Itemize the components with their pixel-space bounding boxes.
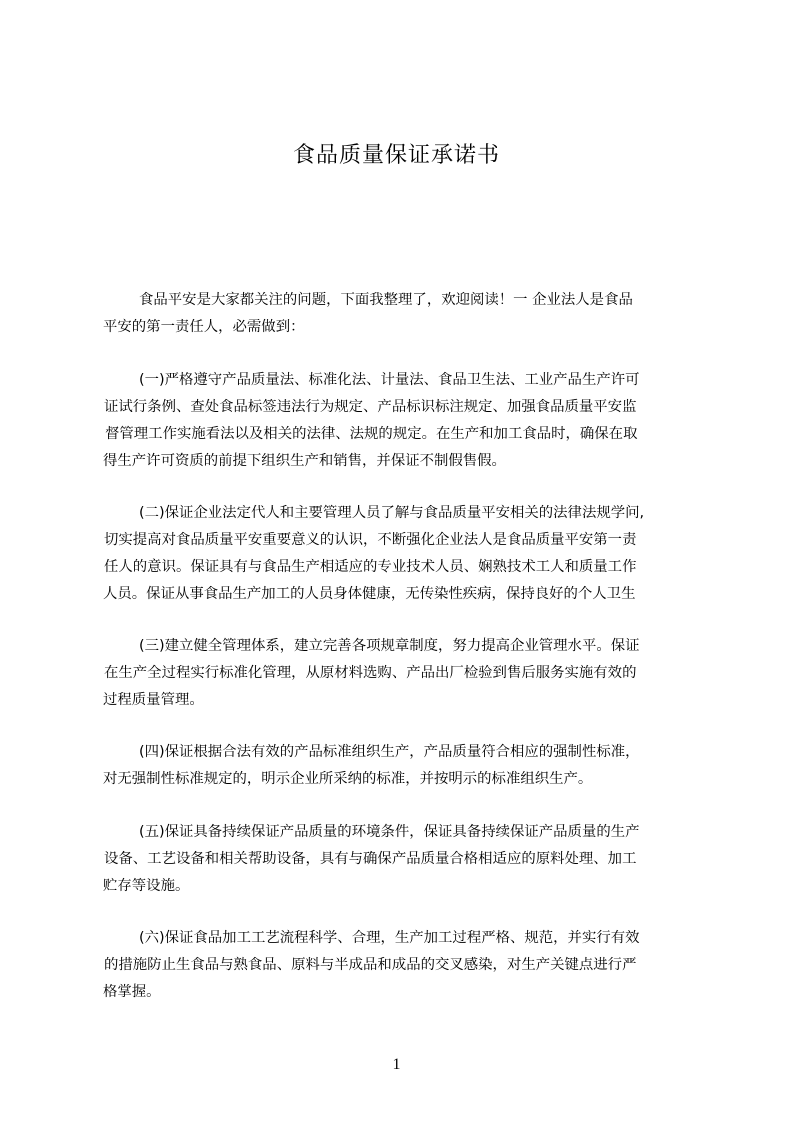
- text-line: (四)保证根据合法有效的产品标准组织生产，产品质量符合相应的强制性标准，: [139, 744, 640, 760]
- text-line: (三)建立健全管理体系，建立完善各项规章制度，努力提高企业管理水平。保证: [139, 638, 640, 654]
- text-line: (二)保证企业法定代人和主要管理人员了解与食品质量平安相关的法律法规学问,: [139, 505, 645, 521]
- section-paragraph-4: [103, 739, 701, 793]
- text-line: 贮存等设施。: [103, 878, 190, 894]
- text-line: 得生产许可资质的前提下组织生产和销售，并保证不制假售假。: [103, 453, 506, 469]
- text-line: 人员。保证从事食品生产加工的人员身体健康，无传染性疾病，保持良好的个人卫生: [103, 586, 636, 602]
- text-line: 切实提高对食品质量平安重要意义的认识，不断强化企业法人是食品质量平安第一责: [104, 532, 637, 548]
- section-paragraph-5: [103, 819, 701, 900]
- intro-paragraph: [103, 287, 701, 341]
- text-line: 设备、工艺设备和相关帮助设备，具有与确保产品质量合格相适应的原料处理、加工: [104, 851, 637, 867]
- section-paragraph-1: [103, 367, 701, 475]
- section-paragraph-6: [103, 925, 701, 1006]
- text-line: 任人的意识。保证具有与食品生产相适应的专业技术人员、娴熟技术工人和质量工作: [104, 559, 637, 575]
- text-line: (五)保证具备持续保证产品质量的环境条件，保证具备持续保证产品质量的生产: [139, 824, 640, 840]
- page-number: 1: [392, 1056, 401, 1073]
- text-line: 格掌握。: [103, 984, 161, 1000]
- text-line: 在生产全过程实行标准化管理，从原材料选购、产品出厂检验到售后服务实施有效的: [104, 665, 637, 681]
- text-line: 督管理工作实施看法以及相关的法律、法规的规定。在生产和加工食品时，确保在取: [105, 426, 638, 442]
- text-line: 食品平安是大家都关注的问题，下面我整理了，欢迎阅读！一 企业法人是食品: [139, 292, 633, 308]
- section-paragraph-2: [103, 500, 701, 608]
- text-line: 过程质量管理。: [103, 692, 204, 708]
- section-paragraph-3: [103, 633, 701, 714]
- text-line: 的措施防止生食品与熟食品、原料与半成品和成品的交叉感染，对生产关键点进行严: [104, 957, 637, 973]
- text-line: (六)保证食品加工工艺流程科学、合理，生产加工过程严格、规范，并实行有效: [139, 930, 640, 946]
- text-line: 平安的第一责任人，必需做到：: [103, 319, 305, 335]
- text-line: 对无强制性标准规定的，明示企业所采纳的标准，并按明示的标准组织生产。: [103, 771, 593, 787]
- text-line: (一)严格遵守产品质量法、标准化法、计量法、食品卫生法、工业产品生产许可: [139, 372, 640, 388]
- page-title: 食品质量保证承诺书: [292, 143, 500, 168]
- text-line: 证试行条例、查处食品标签违法行为规定、产品标识标注规定、加强食品质量平安监: [104, 399, 637, 415]
